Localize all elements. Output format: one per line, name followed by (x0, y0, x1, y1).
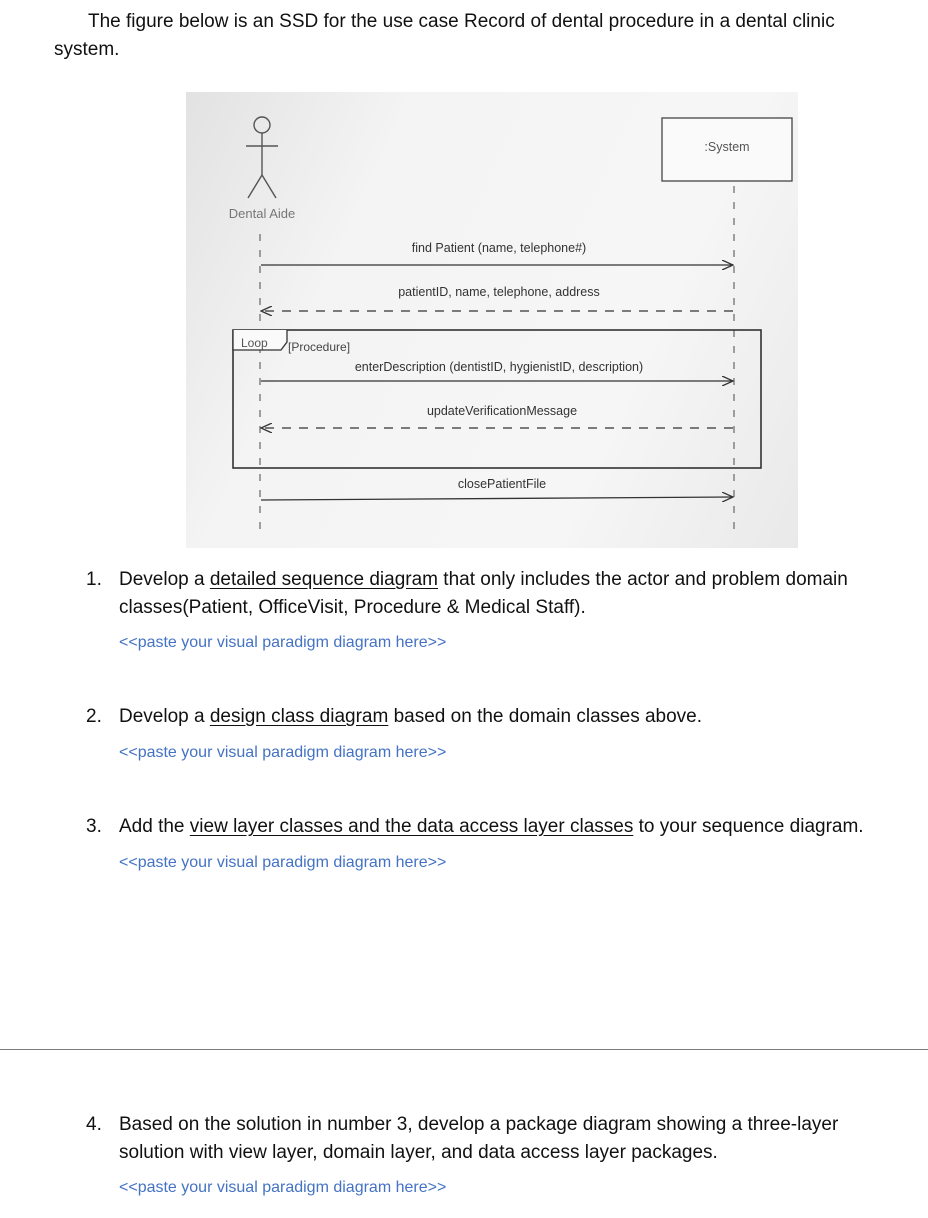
question-highlight: design class diagram (209, 706, 389, 727)
paste-placeholder[interactable]: <<paste your visual paradigm diagram here>> (119, 634, 447, 651)
message-label: patientID, name, telephone, address (398, 285, 600, 299)
system-label: :System (704, 140, 750, 154)
question-highlight: detailed sequence diagram (209, 569, 439, 590)
intro-paragraph (54, 8, 874, 64)
question-1 (86, 566, 906, 622)
question-2 (86, 703, 906, 731)
actor-stick-figure-icon (246, 117, 278, 198)
question-number: 2. (86, 706, 102, 727)
intro-text: The figure below is an SSD for the use case Record of dental procedure in a dental clinic system. (54, 11, 835, 60)
loop-guard: [Procedure] (288, 340, 351, 354)
ssd-diagram (186, 92, 798, 548)
question-text: Add the (119, 816, 190, 837)
question-number: 1. (86, 569, 102, 590)
paste-placeholder[interactable]: <<paste your visual paradigm diagram here>> (119, 1179, 447, 1196)
question-highlight: view layer classes and the data access layer classes (189, 816, 634, 837)
question-text: Develop a (119, 706, 210, 727)
paste-placeholder[interactable]: <<paste your visual paradigm diagram here>> (119, 744, 447, 761)
loop-label: Loop (241, 336, 268, 350)
ssd-figure (186, 92, 798, 548)
paste-placeholder[interactable]: <<paste your visual paradigm diagram here>> (119, 854, 447, 871)
question-text: Based on the solution in number 3, develop a package diagram showing a three-layer solution with view layer, domain layer, and data access layer packages. (119, 1114, 839, 1163)
question-text: based on the domain classes above. (388, 706, 703, 727)
question-number: 3. (86, 816, 102, 837)
question-4 (86, 1111, 906, 1167)
question-3 (86, 813, 906, 841)
actor-label: Dental Aide (228, 206, 296, 221)
question-number: 4. (86, 1114, 102, 1135)
message-label: updateVerificationMessage (426, 404, 578, 418)
message-label: closePatientFile (457, 477, 547, 491)
question-text: Develop a (119, 569, 210, 590)
page-divider (0, 1049, 928, 1050)
question-text: that only includes the actor and problem domain classes(Patient, OfficeVisit, Procedure & Medical Staff). (119, 569, 848, 618)
message-label: find Patient (name, telephone#) (411, 241, 587, 255)
message-arrow (261, 497, 733, 500)
message-label: enterDescription (dentistID, hygienistID, description) (354, 360, 644, 374)
question-text: to your sequence diagram. (633, 816, 864, 837)
